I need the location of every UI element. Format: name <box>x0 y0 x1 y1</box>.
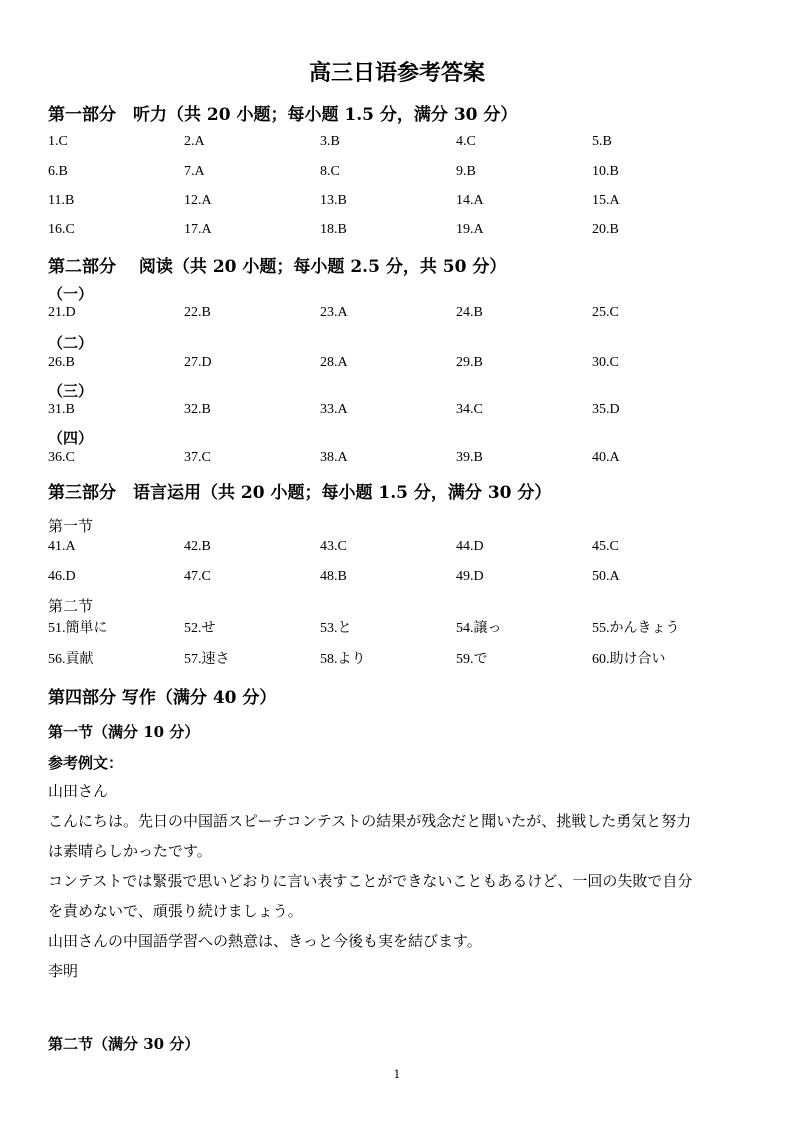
answer-cell: 1.C <box>48 134 68 149</box>
answer-cell: 21.D <box>48 305 76 320</box>
group-label: （二） <box>48 334 94 352</box>
answer-cell: 5.B <box>592 134 612 149</box>
answer-row <box>48 539 748 561</box>
answer-cell: 32.B <box>184 402 211 417</box>
answer-cell: 19.A <box>456 222 484 237</box>
answer-cell: 42.B <box>184 539 211 554</box>
group-label: （一） <box>48 285 94 303</box>
answer-cell: 29.B <box>456 355 483 370</box>
answer-cell: 33.A <box>320 402 348 417</box>
answer-row <box>48 222 748 244</box>
answer-cell: 37.C <box>184 450 211 465</box>
page-title: 高三日语参考答案 <box>308 60 485 86</box>
answer-cell: 31.B <box>48 402 75 417</box>
answer-row <box>48 193 748 215</box>
section-heading: 第二节（满分 30 分） <box>48 1035 200 1053</box>
group-label: （四） <box>48 429 94 447</box>
answer-cell: 11.B <box>48 193 75 208</box>
answer-cell: 22.B <box>184 305 211 320</box>
part1-heading: 第一部分 听力（共 20 小题；每小题 1.5 分，满分 30 分） <box>48 105 518 125</box>
answer-cell: 20.B <box>592 222 619 237</box>
answer-row <box>48 164 748 186</box>
answer-cell: 60.助け合い <box>592 652 666 667</box>
answer-cell: 41.A <box>48 539 76 554</box>
answer-cell: 25.C <box>592 305 619 320</box>
answer-row <box>48 648 748 670</box>
answer-cell: 15.A <box>592 193 620 208</box>
answer-cell: 59.で <box>456 652 488 667</box>
part4-heading: 第四部分 写作（满分 40 分） <box>48 688 277 708</box>
answer-cell: 12.A <box>184 193 212 208</box>
answer-cell: 53.と <box>320 621 352 636</box>
answer-cell: 43.C <box>320 539 347 554</box>
sample-label: 参考例文： <box>48 754 124 772</box>
answer-cell: 38.A <box>320 450 348 465</box>
answer-cell: 36.C <box>48 450 75 465</box>
answer-cell: 55.かんきょう <box>592 621 680 636</box>
answer-cell: 24.B <box>456 305 483 320</box>
answer-cell: 9.B <box>456 164 476 179</box>
answer-cell: 2.A <box>184 134 205 149</box>
answer-cell: 40.A <box>592 450 620 465</box>
answer-cell: 58.より <box>320 652 366 667</box>
answer-cell: 54.譲っ <box>456 621 502 636</box>
answer-cell: 6.B <box>48 164 68 179</box>
answer-cell: 35.D <box>592 402 620 417</box>
answer-cell: 17.A <box>184 222 212 237</box>
answer-row <box>48 617 748 639</box>
part2-heading: 第二部分 阅读（共 20 小题；每小题 2.5 分，共 50 分） <box>48 257 507 277</box>
answer-cell: 49.D <box>456 569 484 584</box>
answer-cell: 27.D <box>184 355 212 370</box>
answer-cell: 30.C <box>592 355 619 370</box>
answer-cell: 57.速さ <box>184 652 230 667</box>
answer-row <box>48 450 748 472</box>
sample-essay <box>48 776 748 986</box>
essay-line: 山田さんの中国語学習への熱意は、きっと今後も実を結びます。 <box>48 932 482 950</box>
essay-line: こんにちは。先日の中国語スピーチコンテストの結果が残念だと聞いたが、挑戦した勇気と努力 <box>48 812 692 830</box>
answer-cell: 26.B <box>48 355 75 370</box>
answer-cell: 14.A <box>456 193 484 208</box>
answer-cell: 47.C <box>184 569 211 584</box>
part3-heading: 第三部分 语言运用（共 20 小题；每小题 1.5 分，满分 30 分） <box>48 483 552 503</box>
essay-line: 山田さん <box>48 782 109 800</box>
answer-cell: 50.A <box>592 569 620 584</box>
answer-cell: 16.C <box>48 222 75 237</box>
answer-cell: 48.B <box>320 569 347 584</box>
essay-line: 李明 <box>48 962 79 980</box>
answer-cell: 52.せ <box>184 621 216 636</box>
answer-cell: 4.C <box>456 134 476 149</box>
answer-cell: 45.C <box>592 539 619 554</box>
page-number: 1 <box>393 1068 401 1081</box>
answer-cell: 44.D <box>456 539 484 554</box>
answer-cell: 3.B <box>320 134 340 149</box>
essay-line: コンテストでは緊張で思いどおりに言い表すことができないこともあるけど、一回の失敗で自分 <box>48 872 693 890</box>
answer-cell: 51.簡単に <box>48 621 108 636</box>
section-heading: 第一节（满分 10 分） <box>48 723 200 741</box>
answer-row <box>48 569 748 591</box>
answer-cell: 13.B <box>320 193 347 208</box>
answer-cell: 23.A <box>320 305 348 320</box>
answer-cell: 56.貢献 <box>48 652 94 667</box>
answer-cell: 46.D <box>48 569 76 584</box>
group-label: （三） <box>48 382 94 400</box>
answer-row <box>48 355 748 377</box>
answer-row <box>48 305 748 327</box>
answer-cell: 7.A <box>184 164 205 179</box>
answer-cell: 8.C <box>320 164 340 179</box>
answer-cell: 18.B <box>320 222 347 237</box>
section-label: 第二节 <box>48 597 94 615</box>
essay-line: は素晴らしかったです。 <box>48 842 212 860</box>
essay-line: を責めないで、頑張り続けましょう。 <box>48 902 303 920</box>
answer-cell: 10.B <box>592 164 619 179</box>
answer-cell: 39.B <box>456 450 483 465</box>
answer-row <box>48 402 748 424</box>
answer-row <box>48 134 748 156</box>
answer-cell: 28.A <box>320 355 348 370</box>
answer-cell: 34.C <box>456 402 483 417</box>
section-label: 第一节 <box>48 517 94 535</box>
